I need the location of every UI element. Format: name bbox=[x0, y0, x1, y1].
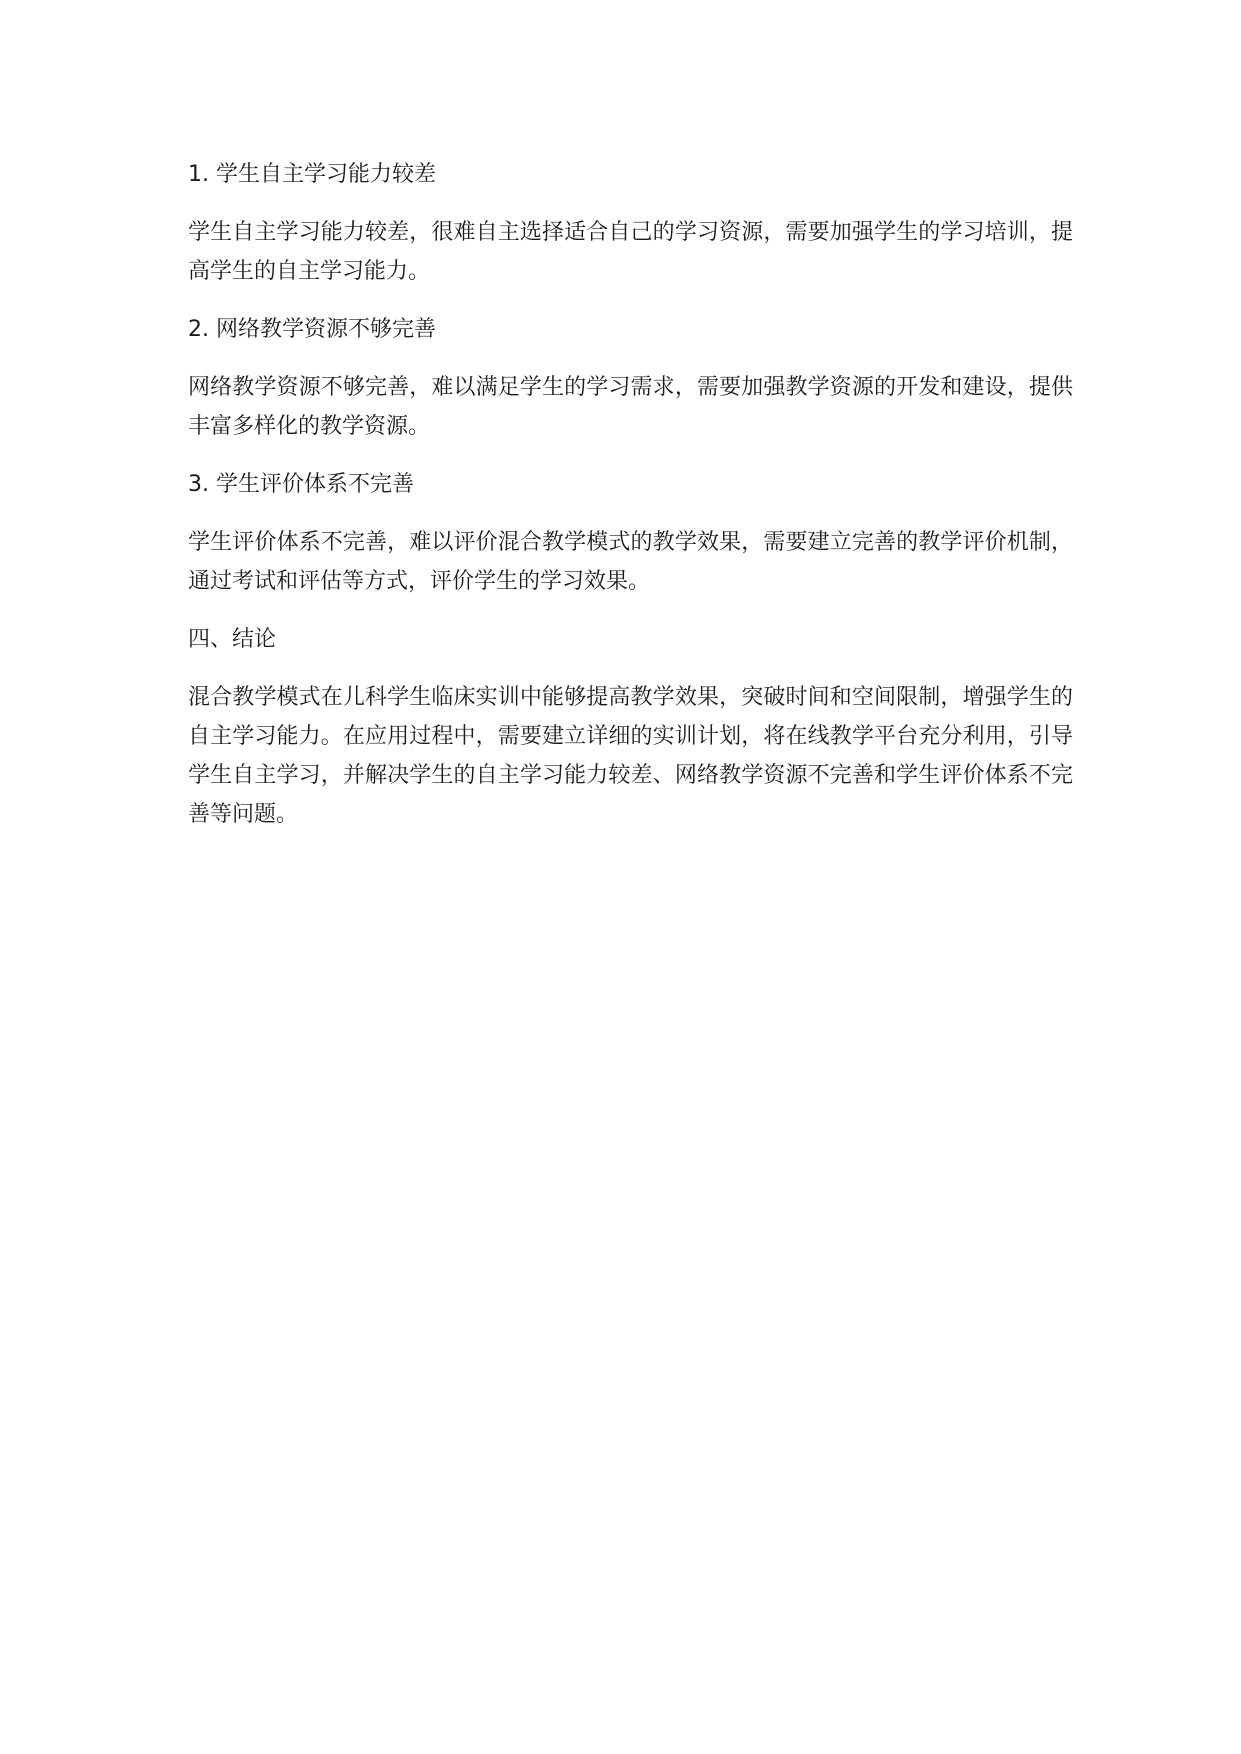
conclusion-paragraph: 混合教学模式在儿科学生临床实训中能够提高教学效果，突破时间和空间限制，增强学生的自主学习能力。在应用过程中，需要建立详细的实训计划，将在线教学平台充分利用，引导学生自主学习，并解决学生的自主学习能力较差、网络教学资源不完善和学生评价体系不完善等问题。 bbox=[188, 685, 1073, 827]
document-body bbox=[188, 155, 1073, 834]
section-paragraph-1: 学生自主学习能力较差，很难自主选择适合自己的学习资源，需要加强学生的学习培训，提高学生的自主学习能力。 bbox=[188, 220, 1073, 284]
section-heading-3: 3. 学生评价体系不完善 bbox=[188, 472, 414, 497]
section-paragraph-3: 学生评价体系不完善，难以评价混合教学模式的教学效果，需要建立完善的教学评价机制，通过考试和评估等方式，评价学生的学习效果。 bbox=[188, 530, 1073, 594]
section-heading-1: 1. 学生自主学习能力较差 bbox=[188, 162, 436, 187]
spacer bbox=[188, 446, 1073, 465]
spacer bbox=[188, 349, 1073, 368]
spacer bbox=[188, 291, 1073, 310]
spacer bbox=[188, 601, 1073, 620]
section-paragraph-2: 网络教学资源不够完善，难以满足学生的学习需求，需要加强教学资源的开发和建设，提供丰富多样化的教学资源。 bbox=[188, 375, 1073, 439]
section-heading-2: 2. 网络教学资源不够完善 bbox=[188, 317, 436, 342]
spacer bbox=[188, 194, 1073, 213]
conclusion-heading: 四、结论 bbox=[188, 627, 277, 652]
spacer bbox=[188, 504, 1073, 523]
spacer bbox=[188, 659, 1073, 678]
